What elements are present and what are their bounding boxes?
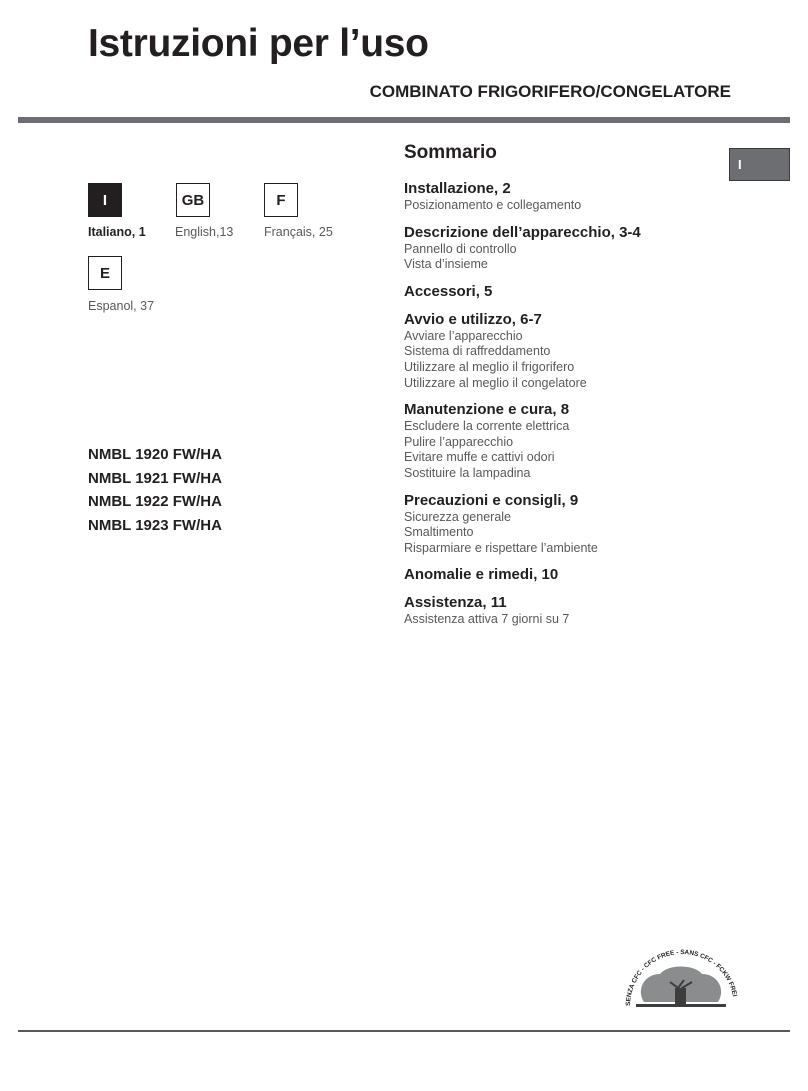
- toc-heading[interactable]: Descrizione dell’apparecchio, 3-4: [404, 223, 641, 241]
- tree-trunk-base: [675, 988, 686, 1004]
- toc-item[interactable]: Pannello di controllo: [404, 241, 517, 256]
- language-side-tab: [729, 148, 790, 181]
- lang-box-italian[interactable]: I: [88, 183, 122, 217]
- toc-item[interactable]: Sicurezza generale: [404, 509, 512, 524]
- toc-heading[interactable]: Installazione, 2: [404, 180, 511, 197]
- ground-line: [636, 1004, 726, 1007]
- toc-item[interactable]: Risparmiare e rispettare l’ambiente: [404, 540, 598, 555]
- toc-item[interactable]: Vista d’insieme: [404, 257, 488, 272]
- toc-heading[interactable]: Avvio e utilizzo, 6-7: [404, 310, 542, 328]
- toc-item[interactable]: Sostituire la lampadina: [404, 465, 531, 480]
- lang-label-french[interactable]: Français, 25: [264, 225, 333, 239]
- lang-box-french[interactable]: F: [264, 183, 298, 217]
- lang-label-italian[interactable]: Italiano, 1: [88, 225, 146, 239]
- toc-title: Sommario: [404, 142, 497, 163]
- toc-item[interactable]: Pulire l’apparecchio: [404, 434, 514, 449]
- model-name: NMBL 1921 FW/HA: [88, 469, 222, 487]
- toc-heading[interactable]: Manutenzione e cura, 8: [404, 401, 570, 419]
- toc-section-installazione: [404, 179, 724, 214]
- model-name: NMBL 1922 FW/HA: [88, 493, 222, 511]
- toc-section-accessori: [404, 282, 724, 301]
- toc-item[interactable]: Posizionamento e collegamento: [404, 198, 582, 212]
- cfc-free-textpath: SENZA CFC - CFC FREE - SANS CFC - FCKW FREI: [624, 948, 739, 1007]
- lang-box-spanish[interactable]: E: [88, 256, 122, 290]
- toc-section-manutenzione: [404, 400, 724, 481]
- footer-rule: [18, 1030, 790, 1032]
- product-type: COMBINATO FRIGORIFERO/CONGELATORE: [369, 82, 731, 101]
- toc-item[interactable]: Evitare muffe e cattivi odori: [404, 450, 555, 465]
- header-rule: [18, 117, 790, 123]
- toc-item[interactable]: Sistema di raffreddamento: [404, 344, 551, 359]
- toc-item[interactable]: Smaltimento: [404, 525, 474, 540]
- lang-box-english[interactable]: GB: [176, 183, 210, 217]
- toc-item[interactable]: Assistenza attiva 7 giorni su 7: [404, 612, 570, 627]
- toc-item[interactable]: Utilizzare al meglio il congelatore: [404, 375, 587, 390]
- toc-heading[interactable]: Accessori, 5: [404, 282, 493, 300]
- page-title: Istruzioni per l’uso: [88, 22, 429, 65]
- toc-section-avvio: [404, 310, 724, 391]
- model-name: NMBL 1923 FW/HA: [88, 517, 222, 535]
- toc-heading[interactable]: Anomalie e rimedi, 10: [404, 566, 559, 584]
- model-name: NMBL 1920 FW/HA: [88, 446, 222, 463]
- toc-item[interactable]: Escludere la corrente elettrica: [404, 419, 570, 434]
- toc-section-anomalie: [404, 565, 724, 584]
- lang-label-spanish[interactable]: Espanol, 37: [88, 299, 155, 313]
- toc-item[interactable]: Avviare l’apparecchio: [404, 328, 523, 343]
- lang-label-english[interactable]: English,13: [175, 225, 234, 239]
- toc-heading[interactable]: Precauzioni e consigli, 9: [404, 491, 579, 509]
- toc-item[interactable]: Utilizzare al meglio il frigorifero: [404, 359, 575, 374]
- cfc-free-logo: [622, 944, 740, 1016]
- toc-section-assistenza: [404, 593, 724, 628]
- toc-section-descrizione: [404, 223, 724, 273]
- model-list: [88, 443, 222, 538]
- side-tab-label: I: [738, 157, 742, 172]
- table-of-contents: [404, 142, 724, 637]
- toc-section-precauzioni: [404, 491, 724, 557]
- toc-heading[interactable]: Assistenza, 11: [404, 594, 507, 612]
